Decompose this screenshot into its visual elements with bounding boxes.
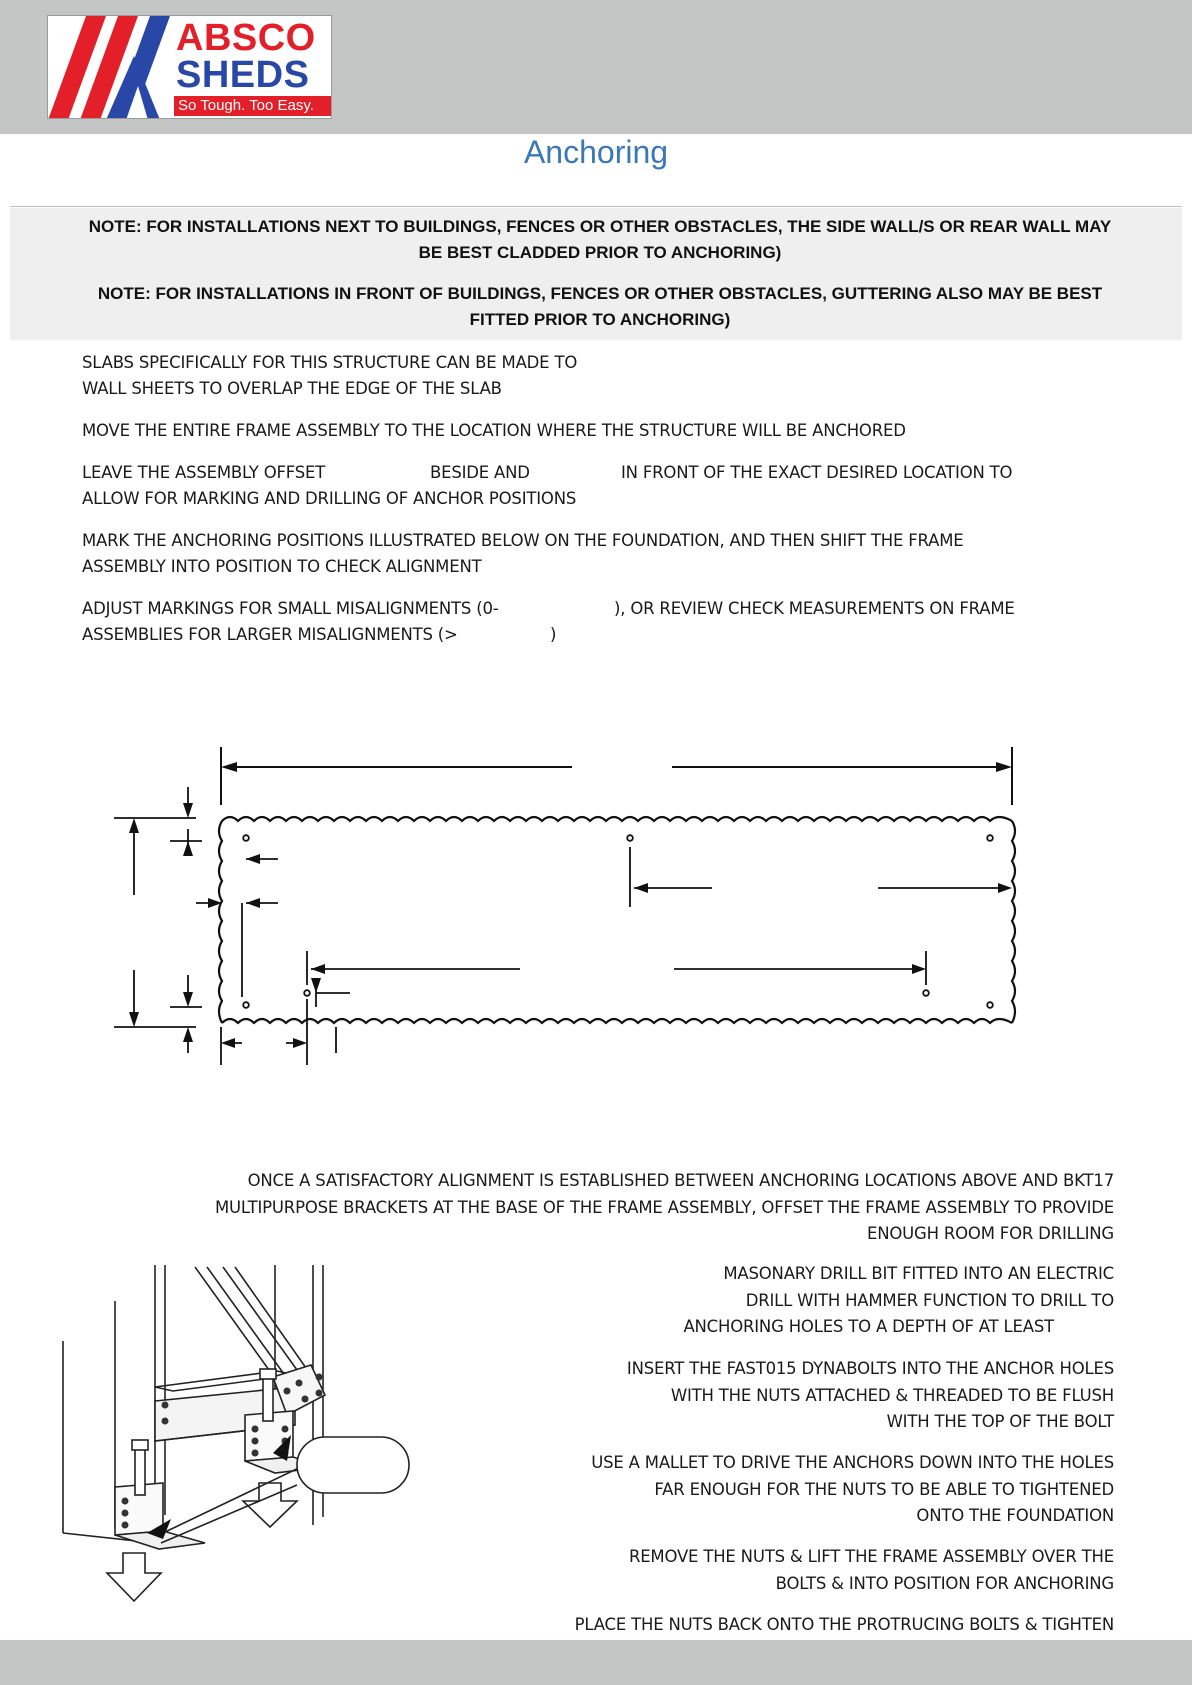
step-adjust-part3: ASSEMBLIES FOR LARGER MISALIGNMENTS (> [82,625,458,644]
step-place: PLACE THE NUTS BACK ONTO THE PROTRUCING BOLTS & TIGHTEN [574,1615,1114,1634]
step-adjust-part4: ) [550,625,557,644]
note-guttering: NOTE: FOR INSTALLATIONS IN FRONT OF BUILDINGS, FENCES OR OTHER OBSTACLES, GUTTERING ALSO MAY BE BEST FITTED PRIOR TO ANCHORING) [97,284,1103,329]
logo-word-sheds: SHEDS [176,54,310,96]
step-drill-line3: ANCHORING HOLES TO A DEPTH OF AT LEAST [683,1317,1054,1336]
step-slabs-line2: WALL SHEETS TO OVERLAP THE EDGE OF THE SLAB [82,379,502,398]
step-adjust [82,596,1122,648]
step-leave-line2: ALLOW FOR MARKING AND DRILLING OF ANCHOR POSITIONS [82,489,577,508]
step-move: MOVE THE ENTIRE FRAME ASSEMBLY TO THE LOCATION WHERE THE STRUCTURE WILL BE ANCHORED [82,421,906,440]
step-drill-line1: MASONARY DRILL BIT FITTED INTO AN ELECTRIC [723,1264,1114,1283]
absco-logo [47,15,332,119]
step-once-line2: MULTIPURPOSE BRACKETS AT THE BASE OF THE FRAME ASSEMBLY, OFFSET THE FRAME ASSEMBLY TO PROVIDE [215,1197,1114,1217]
step-leave [82,460,1122,512]
step-insert-line1: INSERT THE FAST015 DYNABOLTS INTO THE ANCHOR HOLES [626,1359,1114,1378]
step-mallet-line2: FAR ENOUGH FOR THE NUTS TO BE ABLE TO TIGHTENED [654,1479,1114,1499]
step-drill-line2: DRILL WITH HAMMER FUNCTION TO DRILL TO [745,1290,1114,1310]
step-remove-line2: BOLTS & INTO POSITION FOR ANCHORING [775,1573,1114,1593]
step-once-line3: ENOUGH ROOM FOR DRILLING [867,1224,1114,1243]
step-adjust-part2: ), OR REVIEW CHECK MEASUREMENTS ON FRAME [614,599,1015,618]
bracket-anchoring-illustration [55,1265,445,1615]
step-mark-line2: ASSEMBLY INTO POSITION TO CHECK ALIGNMENT [82,557,482,576]
step-slabs-line1: SLABS SPECIFICALLY FOR THIS STRUCTURE CAN BE MADE TO [82,353,578,372]
step-once [74,1168,1114,1248]
divider [10,206,1182,207]
note-side-walls: NOTE: FOR INSTALLATIONS NEXT TO BUILDINGS, FENCES OR OTHER OBSTACLES, THE SIDE WALL/S OR REAR WALL MAY BE BEST CLADDED PRIOR TO ANCHORING) [88,217,1112,262]
step-once-line1: ONCE A SATISFACTORY ALIGNMENT IS ESTABLISHED BETWEEN ANCHORING LOCATIONS ABOVE AND BKT17 [247,1171,1114,1190]
step-leave-part3: IN FRONT OF THE EXACT DESIRED LOCATION TO [621,463,1013,482]
footer-band [0,1640,1192,1685]
page-title: Anchoring [523,134,669,170]
logo-tagline: So Tough. Too Easy. [174,96,331,116]
step-mark [82,528,1122,580]
step-slabs [82,350,1122,402]
step-leave-part2: BESIDE AND [430,463,530,482]
step-insert-line2: WITH THE NUTS ATTACHED & THREADED TO BE FLUSH [670,1385,1114,1405]
step-insert-line3: WITH THE TOP OF THE BOLT [886,1412,1114,1431]
anchoring-plan-diagram [100,735,1030,1070]
step-adjust-part1: ADJUST MARKINGS FOR SMALL MISALIGNMENTS (0- [82,599,499,618]
step-remove-line1: REMOVE THE NUTS & LIFT THE FRAME ASSEMBLY OVER THE [628,1547,1114,1566]
step-mallet-line3: ONTO THE FOUNDATION [916,1506,1114,1525]
step-leave-part1: LEAVE THE ASSEMBLY OFFSET [82,463,326,482]
logo-word-absco: ABSCO [176,17,316,59]
step-mallet-line1: USE A MALLET TO DRIVE THE ANCHORS DOWN INTO THE HOLES [591,1453,1114,1472]
step-mark-line1: MARK THE ANCHORING POSITIONS ILLUSTRATED BELOW ON THE FOUNDATION, AND THEN SHIFT THE FRAME [82,531,964,550]
